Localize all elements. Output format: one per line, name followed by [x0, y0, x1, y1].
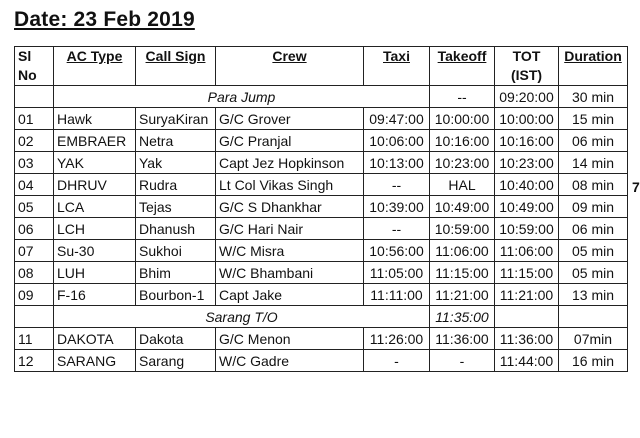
- table-row: [15, 218, 628, 240]
- cell-takeoff: 10:16:00: [430, 130, 495, 152]
- table-row: [15, 328, 628, 350]
- cell-call-sign: Netra: [136, 130, 216, 152]
- section-label: Sarang T/O: [54, 306, 430, 328]
- cell-tot: 11:44:00: [495, 350, 559, 372]
- cell-crew: W/C Gadre: [216, 350, 364, 372]
- header-row: [15, 47, 628, 86]
- cell-takeoff: 11:36:00: [430, 328, 495, 350]
- col-header-takeoff: Takeoff: [430, 47, 495, 86]
- cell-call-sign: Tejas: [136, 196, 216, 218]
- cell-duration: 30 min: [559, 86, 628, 108]
- cell-taxi: 10:56:00: [364, 240, 430, 262]
- cell-tot: 10:59:00: [495, 218, 559, 240]
- cell-takeoff: 11:35:00: [430, 306, 495, 328]
- table-row: [15, 130, 628, 152]
- cell-taxi: 11:11:00: [364, 284, 430, 306]
- table-row: [15, 284, 628, 306]
- cell-crew: G/C Grover: [216, 108, 364, 130]
- cell-ac-type: F-16: [54, 284, 136, 306]
- cell-ac-type: EMBRAER: [54, 130, 136, 152]
- section-blank-cell: [15, 86, 54, 108]
- cell-duration: 15 min: [559, 108, 628, 130]
- cell-crew: W/C Misra: [216, 240, 364, 262]
- cell-sl: 04: [15, 174, 54, 196]
- col-header-taxi: Taxi: [364, 47, 430, 86]
- col-header-ac-type: AC Type: [54, 47, 136, 86]
- cell-crew: Capt Jez Hopkinson: [216, 152, 364, 174]
- cell-call-sign: SuryaKiran: [136, 108, 216, 130]
- cell-call-sign: Dhanush: [136, 218, 216, 240]
- cell-ac-type: DHRUV: [54, 174, 136, 196]
- col-header-crew: Crew: [216, 47, 364, 86]
- table-row: [15, 152, 628, 174]
- cell-taxi: 10:39:00: [364, 196, 430, 218]
- cell-duration: 13 min: [559, 284, 628, 306]
- cell-duration: 09 min: [559, 196, 628, 218]
- section-blank-cell: [15, 306, 54, 328]
- col-header-duration: Duration: [559, 47, 628, 86]
- cell-tot: 11:15:00: [495, 262, 559, 284]
- cell-duration: 16 min: [559, 350, 628, 372]
- cell-call-sign: Dakota: [136, 328, 216, 350]
- cell-crew: Lt Col Vikas Singh: [216, 174, 364, 196]
- cell-takeoff: HAL: [430, 174, 495, 196]
- cell-call-sign: Sukhoi: [136, 240, 216, 262]
- cell-duration: 05 min: [559, 240, 628, 262]
- cell-takeoff: 10:00:00: [430, 108, 495, 130]
- cell-sl: 12: [15, 350, 54, 372]
- section-blank-cell: [495, 306, 559, 328]
- cell-taxi: 10:13:00: [364, 152, 430, 174]
- cell-taxi: 11:26:00: [364, 328, 430, 350]
- cell-tot: 09:20:00: [495, 86, 559, 108]
- cell-taxi: -: [364, 350, 430, 372]
- table-row: [15, 174, 628, 196]
- col-header-call-sign: Call Sign: [136, 47, 216, 86]
- cell-ac-type: LCH: [54, 218, 136, 240]
- cell-duration: 14 min: [559, 152, 628, 174]
- cell-sl: 07: [15, 240, 54, 262]
- cell-sl: 08: [15, 262, 54, 284]
- cell-taxi: --: [364, 174, 430, 196]
- cell-crew: G/C S Dhankhar: [216, 196, 364, 218]
- cell-duration: 06 min: [559, 130, 628, 152]
- cell-tot: 10:49:00: [495, 196, 559, 218]
- cell-tot: 10:23:00: [495, 152, 559, 174]
- cell-ac-type: LCA: [54, 196, 136, 218]
- cell-takeoff: 11:06:00: [430, 240, 495, 262]
- cell-call-sign: Bourbon-1: [136, 284, 216, 306]
- cropped-edge-fragment: 7: [632, 179, 640, 195]
- cell-sl: 06: [15, 218, 54, 240]
- cell-crew: G/C Menon: [216, 328, 364, 350]
- section-row-para-jump: [15, 86, 628, 108]
- cell-ac-type: YAK: [54, 152, 136, 174]
- cell-duration: 05 min: [559, 262, 628, 284]
- cell-takeoff: 11:21:00: [430, 284, 495, 306]
- cell-sl: 11: [15, 328, 54, 350]
- table-row: [15, 108, 628, 130]
- cell-sl: 03: [15, 152, 54, 174]
- cell-tot: 11:36:00: [495, 328, 559, 350]
- section-blank-cell: [559, 306, 628, 328]
- section-row-sarang-to: [15, 306, 628, 328]
- cell-call-sign: Yak: [136, 152, 216, 174]
- cell-ac-type: Hawk: [54, 108, 136, 130]
- cell-ac-type: LUH: [54, 262, 136, 284]
- cell-ac-type: DAKOTA: [54, 328, 136, 350]
- cell-crew: G/C Pranjal: [216, 130, 364, 152]
- col-header-sl-no: Sl No: [15, 47, 54, 86]
- section-label: Para Jump: [54, 86, 430, 108]
- cell-duration: 08 min: [559, 174, 628, 196]
- table-row: [15, 240, 628, 262]
- table-row: [15, 262, 628, 284]
- cell-sl: 02: [15, 130, 54, 152]
- cell-tot: 10:40:00: [495, 174, 559, 196]
- cell-takeoff: 11:15:00: [430, 262, 495, 284]
- cell-taxi: 11:05:00: [364, 262, 430, 284]
- cell-tot: 11:21:00: [495, 284, 559, 306]
- cell-taxi: 09:47:00: [364, 108, 430, 130]
- cell-crew: W/C Bhambani: [216, 262, 364, 284]
- cell-taxi: 10:06:00: [364, 130, 430, 152]
- cell-call-sign: Rudra: [136, 174, 216, 196]
- cell-duration: 07min: [559, 328, 628, 350]
- cell-takeoff: -: [430, 350, 495, 372]
- cell-crew: Capt Jake: [216, 284, 364, 306]
- cell-taxi: --: [364, 218, 430, 240]
- cell-takeoff: 10:49:00: [430, 196, 495, 218]
- cell-crew: G/C Hari Nair: [216, 218, 364, 240]
- col-header-tot: TOT (IST): [495, 47, 559, 86]
- cell-sl: 05: [15, 196, 54, 218]
- cell-tot: 11:06:00: [495, 240, 559, 262]
- cell-sl: 09: [15, 284, 54, 306]
- cell-tot: 10:16:00: [495, 130, 559, 152]
- table-row: [15, 350, 628, 372]
- cell-ac-type: SARANG: [54, 350, 136, 372]
- cell-call-sign: Sarang: [136, 350, 216, 372]
- cell-sl: 01: [15, 108, 54, 130]
- table-row: [15, 196, 628, 218]
- page-title: Date: 23 Feb 2019: [14, 8, 195, 31]
- cell-duration: 06 min: [559, 218, 628, 240]
- cell-takeoff: 10:23:00: [430, 152, 495, 174]
- cell-takeoff: 10:59:00: [430, 218, 495, 240]
- cell-tot: 10:00:00: [495, 108, 559, 130]
- cell-takeoff: --: [430, 86, 495, 108]
- flypast-schedule-table: [14, 46, 628, 372]
- cell-call-sign: Bhim: [136, 262, 216, 284]
- cell-ac-type: Su-30: [54, 240, 136, 262]
